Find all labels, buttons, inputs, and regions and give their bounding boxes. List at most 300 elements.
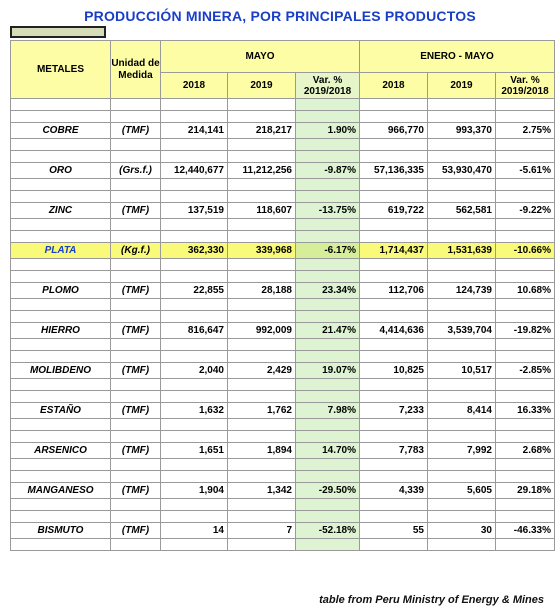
cell-mvar[interactable]: 21.47% xyxy=(296,323,360,339)
empty-cell[interactable] xyxy=(111,259,161,271)
cell-e2018[interactable]: 57,136,335 xyxy=(360,163,428,179)
header-mayo-var: Var. % 2019/2018 xyxy=(296,73,360,99)
empty-cell[interactable] xyxy=(296,299,360,311)
empty-cell[interactable] xyxy=(111,219,161,231)
empty-cell[interactable] xyxy=(428,259,496,271)
empty-cell[interactable] xyxy=(161,191,228,203)
header-mayo: MAYO xyxy=(161,41,360,73)
cell-m2018[interactable]: 1,632 xyxy=(161,403,228,419)
empty-cell[interactable] xyxy=(228,151,296,163)
empty-cell[interactable] xyxy=(496,471,555,483)
spacer-row xyxy=(11,471,555,483)
empty-cell[interactable] xyxy=(228,311,296,323)
empty-cell[interactable] xyxy=(11,111,111,123)
table-row xyxy=(11,123,555,139)
empty-cell[interactable] xyxy=(296,231,360,243)
empty-cell[interactable] xyxy=(228,219,296,231)
empty-cell[interactable] xyxy=(360,539,428,551)
empty-cell[interactable] xyxy=(228,299,296,311)
cell-metal[interactable]: BISMUTO xyxy=(11,523,111,539)
empty-cell[interactable] xyxy=(296,259,360,271)
cell-unit[interactable]: (TMF) xyxy=(111,323,161,339)
empty-cell[interactable] xyxy=(496,379,555,391)
spacer-row xyxy=(11,139,555,151)
empty-cell[interactable] xyxy=(161,151,228,163)
cell-evar[interactable]: -2.85% xyxy=(496,363,555,379)
empty-cell[interactable] xyxy=(11,431,111,443)
cell-metal[interactable]: ESTAÑO xyxy=(11,403,111,419)
empty-cell[interactable] xyxy=(296,191,360,203)
empty-cell[interactable] xyxy=(496,191,555,203)
cell-e2018[interactable]: 55 xyxy=(360,523,428,539)
empty-cell[interactable] xyxy=(428,299,496,311)
cell-unit[interactable]: (TMF) xyxy=(111,283,161,299)
empty-cell[interactable] xyxy=(296,139,360,151)
cell-e2018[interactable]: 619,722 xyxy=(360,203,428,219)
cell-m2018[interactable]: 1,904 xyxy=(161,483,228,499)
empty-cell[interactable] xyxy=(428,351,496,363)
empty-cell[interactable] xyxy=(11,179,111,191)
cell-evar[interactable]: -5.61% xyxy=(496,163,555,179)
spacer-row xyxy=(11,179,555,191)
empty-cell[interactable] xyxy=(428,111,496,123)
cell-mvar[interactable]: -13.75% xyxy=(296,203,360,219)
empty-cell[interactable] xyxy=(111,151,161,163)
empty-cell[interactable] xyxy=(161,539,228,551)
spacer-row xyxy=(11,111,555,123)
empty-cell[interactable] xyxy=(296,99,360,111)
cell-metal[interactable]: ARSENICO xyxy=(11,443,111,459)
empty-cell[interactable] xyxy=(111,391,161,403)
cell-m2018[interactable]: 14 xyxy=(161,523,228,539)
empty-cell[interactable] xyxy=(11,151,111,163)
cell-m2018[interactable]: 2,040 xyxy=(161,363,228,379)
cell-mvar[interactable]: 19.07% xyxy=(296,363,360,379)
spacer-row xyxy=(11,511,555,523)
empty-cell[interactable] xyxy=(296,111,360,123)
cell-m2018[interactable]: 22,855 xyxy=(161,283,228,299)
empty-cell[interactable] xyxy=(228,391,296,403)
empty-cell[interactable] xyxy=(296,431,360,443)
table-row xyxy=(11,243,555,259)
empty-cell[interactable] xyxy=(428,151,496,163)
empty-cell[interactable] xyxy=(111,231,161,243)
empty-cell[interactable] xyxy=(111,139,161,151)
cell-mvar[interactable]: 1.90% xyxy=(296,123,360,139)
empty-cell[interactable] xyxy=(428,179,496,191)
empty-cell[interactable] xyxy=(228,99,296,111)
empty-cell[interactable] xyxy=(111,271,161,283)
empty-cell[interactable] xyxy=(111,419,161,431)
cell-e2019[interactable]: 8,414 xyxy=(428,403,496,419)
cell-m2019[interactable]: 118,607 xyxy=(228,203,296,219)
empty-cell[interactable] xyxy=(11,419,111,431)
empty-cell[interactable] xyxy=(296,459,360,471)
empty-cell[interactable] xyxy=(360,151,428,163)
empty-cell[interactable] xyxy=(496,259,555,271)
spacer-row xyxy=(11,391,555,403)
empty-cell[interactable] xyxy=(11,299,111,311)
cell-unit[interactable]: (TMF) xyxy=(111,123,161,139)
empty-cell[interactable] xyxy=(296,311,360,323)
empty-cell[interactable] xyxy=(428,379,496,391)
cell-e2018[interactable]: 966,770 xyxy=(360,123,428,139)
empty-cell[interactable] xyxy=(428,191,496,203)
empty-cell[interactable] xyxy=(360,471,428,483)
cell-unit[interactable]: (TMF) xyxy=(111,203,161,219)
empty-cell[interactable] xyxy=(111,99,161,111)
source-footnote: table from Peru Ministry of Energy & Mines xyxy=(319,594,544,606)
empty-cell[interactable] xyxy=(496,219,555,231)
empty-cell[interactable] xyxy=(496,271,555,283)
cell-evar[interactable]: 10.68% xyxy=(496,283,555,299)
empty-cell[interactable] xyxy=(496,419,555,431)
empty-cell[interactable] xyxy=(496,179,555,191)
empty-cell[interactable] xyxy=(428,431,496,443)
empty-cell[interactable] xyxy=(228,259,296,271)
empty-cell[interactable] xyxy=(428,471,496,483)
empty-cell[interactable] xyxy=(360,191,428,203)
empty-cell[interactable] xyxy=(296,379,360,391)
empty-cell[interactable] xyxy=(296,219,360,231)
empty-cell[interactable] xyxy=(296,179,360,191)
cell-unit[interactable]: (TMF) xyxy=(111,403,161,419)
cell-mvar[interactable]: -52.18% xyxy=(296,523,360,539)
empty-cell[interactable] xyxy=(496,311,555,323)
empty-cell[interactable] xyxy=(296,419,360,431)
table-row xyxy=(11,323,555,339)
empty-cell[interactable] xyxy=(360,391,428,403)
cell-e2018[interactable]: 10,825 xyxy=(360,363,428,379)
empty-cell[interactable] xyxy=(161,259,228,271)
empty-cell[interactable] xyxy=(161,471,228,483)
cell-evar[interactable]: 2.75% xyxy=(496,123,555,139)
empty-cell[interactable] xyxy=(161,511,228,523)
empty-cell[interactable] xyxy=(161,379,228,391)
empty-cell[interactable] xyxy=(11,471,111,483)
cell-unit[interactable]: (Grs.f.) xyxy=(111,163,161,179)
table-row xyxy=(11,283,555,299)
cell-unit[interactable]: (Kg.f.) xyxy=(111,243,161,259)
empty-cell[interactable] xyxy=(296,391,360,403)
spacer-row xyxy=(11,499,555,511)
empty-cell[interactable] xyxy=(428,391,496,403)
empty-cell[interactable] xyxy=(111,299,161,311)
cell-m2019[interactable]: 1,894 xyxy=(228,443,296,459)
empty-cell[interactable] xyxy=(161,219,228,231)
cell-e2019[interactable]: 993,370 xyxy=(428,123,496,139)
empty-cell[interactable] xyxy=(111,499,161,511)
spacer-row xyxy=(11,379,555,391)
empty-cell[interactable] xyxy=(11,271,111,283)
cell-m2018[interactable]: 12,440,677 xyxy=(161,163,228,179)
empty-cell[interactable] xyxy=(360,299,428,311)
cell-mvar[interactable]: -29.50% xyxy=(296,483,360,499)
empty-cell[interactable] xyxy=(428,419,496,431)
table-row xyxy=(11,403,555,419)
empty-cell[interactable] xyxy=(228,539,296,551)
empty-cell[interactable] xyxy=(360,511,428,523)
cell-m2018[interactable]: 214,141 xyxy=(161,123,228,139)
empty-cell[interactable] xyxy=(360,179,428,191)
empty-cell[interactable] xyxy=(228,351,296,363)
cell-e2019[interactable]: 124,739 xyxy=(428,283,496,299)
cell-m2019[interactable]: 11,212,256 xyxy=(228,163,296,179)
empty-cell[interactable] xyxy=(11,339,111,351)
empty-cell[interactable] xyxy=(428,499,496,511)
cell-unit[interactable]: (TMF) xyxy=(111,363,161,379)
empty-cell[interactable] xyxy=(111,459,161,471)
empty-cell[interactable] xyxy=(111,539,161,551)
empty-cell[interactable] xyxy=(296,271,360,283)
empty-cell[interactable] xyxy=(360,99,428,111)
empty-cell[interactable] xyxy=(428,339,496,351)
empty-cell[interactable] xyxy=(496,511,555,523)
empty-cell[interactable] xyxy=(228,191,296,203)
empty-cell[interactable] xyxy=(496,231,555,243)
empty-cell[interactable] xyxy=(11,139,111,151)
spacer-row xyxy=(11,431,555,443)
cell-m2019[interactable]: 1,342 xyxy=(228,483,296,499)
cell-e2019[interactable]: 1,531,639 xyxy=(428,243,496,259)
cell-evar[interactable]: -9.22% xyxy=(496,203,555,219)
empty-cell[interactable] xyxy=(428,311,496,323)
empty-cell[interactable] xyxy=(161,231,228,243)
cell-e2019[interactable]: 53,930,470 xyxy=(428,163,496,179)
empty-cell[interactable] xyxy=(161,351,228,363)
spacer-row xyxy=(11,339,555,351)
empty-cell[interactable] xyxy=(11,391,111,403)
empty-cell[interactable] xyxy=(496,459,555,471)
cell-m2018[interactable]: 1,651 xyxy=(161,443,228,459)
empty-cell[interactable] xyxy=(428,219,496,231)
empty-cell[interactable] xyxy=(296,471,360,483)
cell-m2018[interactable]: 137,519 xyxy=(161,203,228,219)
cell-m2019[interactable]: 992,009 xyxy=(228,323,296,339)
cell-evar[interactable]: -46.33% xyxy=(496,523,555,539)
cell-metal[interactable]: PLOMO xyxy=(11,283,111,299)
spacer-row xyxy=(11,299,555,311)
empty-cell[interactable] xyxy=(428,539,496,551)
empty-cell[interactable] xyxy=(161,459,228,471)
cell-e2019[interactable]: 10,517 xyxy=(428,363,496,379)
empty-cell[interactable] xyxy=(496,99,555,111)
empty-cell[interactable] xyxy=(228,111,296,123)
empty-cell[interactable] xyxy=(161,99,228,111)
empty-cell[interactable] xyxy=(11,351,111,363)
empty-cell[interactable] xyxy=(228,459,296,471)
empty-cell[interactable] xyxy=(296,499,360,511)
empty-cell[interactable] xyxy=(161,179,228,191)
cell-metal[interactable]: HIERRO xyxy=(11,323,111,339)
empty-cell[interactable] xyxy=(296,151,360,163)
empty-cell[interactable] xyxy=(228,339,296,351)
cell-e2019[interactable]: 3,539,704 xyxy=(428,323,496,339)
cell-metal[interactable]: PLATA xyxy=(11,243,111,259)
header-enero-var: Var. % 2019/2018 xyxy=(496,73,555,99)
cell-evar[interactable]: -19.82% xyxy=(496,323,555,339)
empty-cell[interactable] xyxy=(161,139,228,151)
empty-cell[interactable] xyxy=(428,231,496,243)
empty-cell[interactable] xyxy=(11,219,111,231)
empty-cell[interactable] xyxy=(228,271,296,283)
empty-cell[interactable] xyxy=(360,219,428,231)
empty-cell[interactable] xyxy=(11,539,111,551)
cell-e2018[interactable]: 7,783 xyxy=(360,443,428,459)
cell-metal[interactable]: MANGANESO xyxy=(11,483,111,499)
cell-m2019[interactable]: 339,968 xyxy=(228,243,296,259)
cell-unit[interactable]: (TMF) xyxy=(111,523,161,539)
empty-cell[interactable] xyxy=(161,311,228,323)
empty-cell[interactable] xyxy=(228,511,296,523)
empty-cell[interactable] xyxy=(161,271,228,283)
empty-cell[interactable] xyxy=(11,259,111,271)
empty-cell[interactable] xyxy=(228,471,296,483)
empty-cell[interactable] xyxy=(161,299,228,311)
empty-cell[interactable] xyxy=(496,431,555,443)
empty-cell[interactable] xyxy=(11,99,111,111)
cell-e2019[interactable]: 30 xyxy=(428,523,496,539)
empty-cell[interactable] xyxy=(360,139,428,151)
empty-cell[interactable] xyxy=(360,231,428,243)
empty-cell[interactable] xyxy=(360,311,428,323)
cell-evar[interactable]: 2.68% xyxy=(496,443,555,459)
cell-e2018[interactable]: 4,414,636 xyxy=(360,323,428,339)
empty-cell[interactable] xyxy=(496,111,555,123)
empty-cell[interactable] xyxy=(228,499,296,511)
empty-cell[interactable] xyxy=(496,139,555,151)
cell-e2018[interactable]: 7,233 xyxy=(360,403,428,419)
empty-cell[interactable] xyxy=(360,419,428,431)
cell-mvar[interactable]: 7.98% xyxy=(296,403,360,419)
empty-cell[interactable] xyxy=(11,191,111,203)
spacer-row xyxy=(11,271,555,283)
empty-cell[interactable] xyxy=(428,271,496,283)
empty-cell[interactable] xyxy=(360,111,428,123)
empty-cell[interactable] xyxy=(111,379,161,391)
empty-cell[interactable] xyxy=(228,379,296,391)
empty-cell[interactable] xyxy=(11,311,111,323)
empty-cell[interactable] xyxy=(111,431,161,443)
empty-cell[interactable] xyxy=(111,179,161,191)
empty-cell[interactable] xyxy=(360,271,428,283)
empty-cell[interactable] xyxy=(428,139,496,151)
empty-cell[interactable] xyxy=(360,379,428,391)
empty-cell[interactable] xyxy=(428,459,496,471)
empty-cell[interactable] xyxy=(111,339,161,351)
cell-evar[interactable]: 29.18% xyxy=(496,483,555,499)
empty-cell[interactable] xyxy=(360,459,428,471)
empty-cell[interactable] xyxy=(360,259,428,271)
empty-cell[interactable] xyxy=(228,231,296,243)
empty-cell[interactable] xyxy=(111,191,161,203)
empty-cell[interactable] xyxy=(111,511,161,523)
cell-e2019[interactable]: 7,992 xyxy=(428,443,496,459)
spacer-row xyxy=(11,231,555,243)
cell-mvar[interactable]: -9.87% xyxy=(296,163,360,179)
empty-cell[interactable] xyxy=(161,339,228,351)
cell-unit[interactable]: (TMF) xyxy=(111,483,161,499)
empty-cell[interactable] xyxy=(360,499,428,511)
cell-m2019[interactable]: 218,217 xyxy=(228,123,296,139)
cell-e2018[interactable]: 112,706 xyxy=(360,283,428,299)
cell-metal[interactable]: COBRE xyxy=(11,123,111,139)
empty-cell[interactable] xyxy=(496,391,555,403)
empty-cell[interactable] xyxy=(11,511,111,523)
empty-cell[interactable] xyxy=(11,379,111,391)
cell-metal[interactable]: ZINC xyxy=(11,203,111,219)
spacer-row xyxy=(11,419,555,431)
cell-m2019[interactable]: 28,188 xyxy=(228,283,296,299)
empty-cell[interactable] xyxy=(496,539,555,551)
cell-m2019[interactable]: 7 xyxy=(228,523,296,539)
empty-cell[interactable] xyxy=(496,339,555,351)
empty-cell[interactable] xyxy=(296,539,360,551)
cell-mvar[interactable]: 14.70% xyxy=(296,443,360,459)
cell-evar[interactable]: 16.33% xyxy=(496,403,555,419)
empty-cell[interactable] xyxy=(496,499,555,511)
empty-cell[interactable] xyxy=(111,471,161,483)
cell-e2018[interactable]: 1,714,437 xyxy=(360,243,428,259)
empty-cell[interactable] xyxy=(111,351,161,363)
empty-cell[interactable] xyxy=(360,431,428,443)
selected-cell[interactable] xyxy=(10,26,106,38)
empty-cell[interactable] xyxy=(360,339,428,351)
empty-cell[interactable] xyxy=(228,419,296,431)
header-enero-2018: 2018 xyxy=(360,73,428,99)
cell-metal[interactable]: ORO xyxy=(11,163,111,179)
cell-unit[interactable]: (TMF) xyxy=(111,443,161,459)
empty-cell[interactable] xyxy=(296,511,360,523)
cell-e2019[interactable]: 562,581 xyxy=(428,203,496,219)
empty-cell[interactable] xyxy=(11,459,111,471)
cell-m2018[interactable]: 816,647 xyxy=(161,323,228,339)
empty-cell[interactable] xyxy=(496,299,555,311)
cell-m2018[interactable]: 362,330 xyxy=(161,243,228,259)
empty-cell[interactable] xyxy=(296,339,360,351)
empty-cell[interactable] xyxy=(228,179,296,191)
empty-cell[interactable] xyxy=(228,139,296,151)
table-row xyxy=(11,443,555,459)
empty-cell[interactable] xyxy=(11,231,111,243)
empty-cell[interactable] xyxy=(428,511,496,523)
empty-cell[interactable] xyxy=(360,351,428,363)
empty-cell[interactable] xyxy=(428,99,496,111)
empty-cell[interactable] xyxy=(496,351,555,363)
empty-cell[interactable] xyxy=(161,111,228,123)
empty-cell[interactable] xyxy=(161,431,228,443)
empty-cell[interactable] xyxy=(228,431,296,443)
empty-cell[interactable] xyxy=(161,419,228,431)
cell-m2019[interactable]: 1,762 xyxy=(228,403,296,419)
empty-cell[interactable] xyxy=(161,391,228,403)
empty-cell[interactable] xyxy=(496,151,555,163)
cell-m2019[interactable]: 2,429 xyxy=(228,363,296,379)
empty-cell[interactable] xyxy=(161,499,228,511)
cell-e2018[interactable]: 4,339 xyxy=(360,483,428,499)
cell-evar[interactable]: -10.66% xyxy=(496,243,555,259)
cell-mvar[interactable]: -6.17% xyxy=(296,243,360,259)
cell-e2019[interactable]: 5,605 xyxy=(428,483,496,499)
empty-cell[interactable] xyxy=(296,351,360,363)
empty-cell[interactable] xyxy=(11,499,111,511)
cell-metal[interactable]: MOLIBDENO xyxy=(11,363,111,379)
header-enero-2019: 2019 xyxy=(428,73,496,99)
spacer-row xyxy=(11,351,555,363)
empty-cell[interactable] xyxy=(111,111,161,123)
cell-mvar[interactable]: 23.34% xyxy=(296,283,360,299)
empty-cell[interactable] xyxy=(111,311,161,323)
